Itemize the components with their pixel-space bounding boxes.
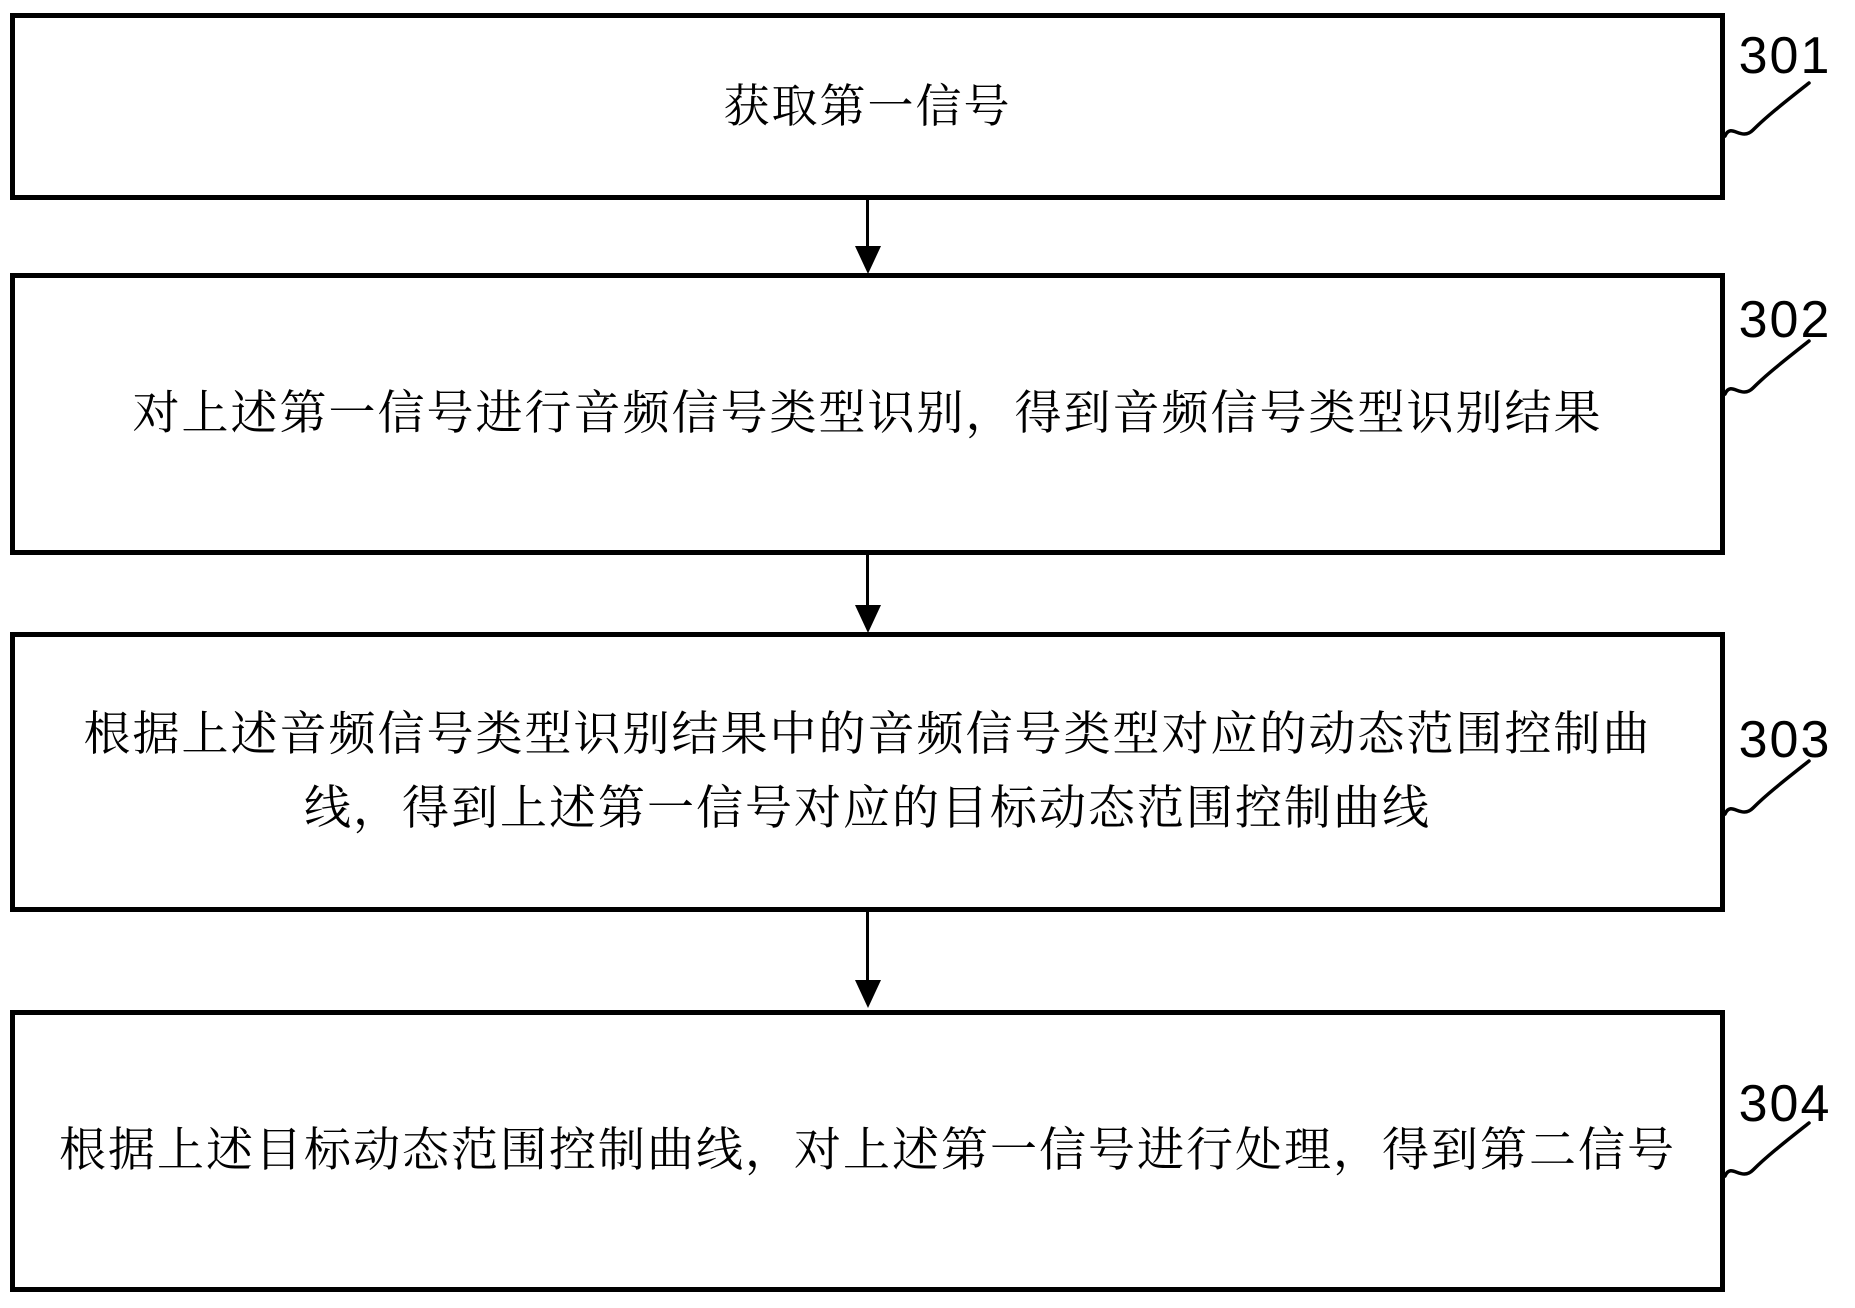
flow-arrow-line-2 (866, 553, 869, 607)
flow-arrow-head-3 (855, 980, 881, 1008)
flow-arrow-line-1 (866, 198, 869, 248)
step-box-304 (10, 1010, 1725, 1292)
step-text-303: 根据上述音频信号类型识别结果中的音频信号类型对应的动态范围控制曲线，得到上述第一信号对应的目标动态范围控制曲线 (83, 709, 1652, 835)
step-ref-label-302: 302 (1738, 291, 1832, 349)
flow-arrow-head-1 (855, 246, 881, 274)
step-ref-label-303: 303 (1738, 711, 1832, 769)
ref-connector-squiggle-303 (1723, 758, 1813, 816)
ref-connector-squiggle-304 (1723, 1120, 1813, 1178)
step-text-302: 对上述第一信号进行音频信号类型识别，得到音频信号类型识别结果 (132, 388, 1603, 440)
step-text-304: 根据上述目标动态范围控制曲线，对上述第一信号进行处理，得到第二信号 (59, 1125, 1676, 1177)
ref-connector-squiggle-301 (1723, 80, 1813, 138)
step-ref-label-304: 304 (1738, 1075, 1832, 1133)
step-box-303 (10, 632, 1725, 912)
flow-arrow-head-2 (855, 605, 881, 633)
ref-connector-squiggle-302 (1723, 338, 1813, 396)
step-box-301 (10, 13, 1725, 200)
flow-arrow-line-3 (866, 910, 869, 982)
step-ref-label-301: 301 (1738, 27, 1832, 85)
step-text-301: 获取第一信号 (723, 80, 1012, 132)
step-box-302 (10, 273, 1725, 555)
